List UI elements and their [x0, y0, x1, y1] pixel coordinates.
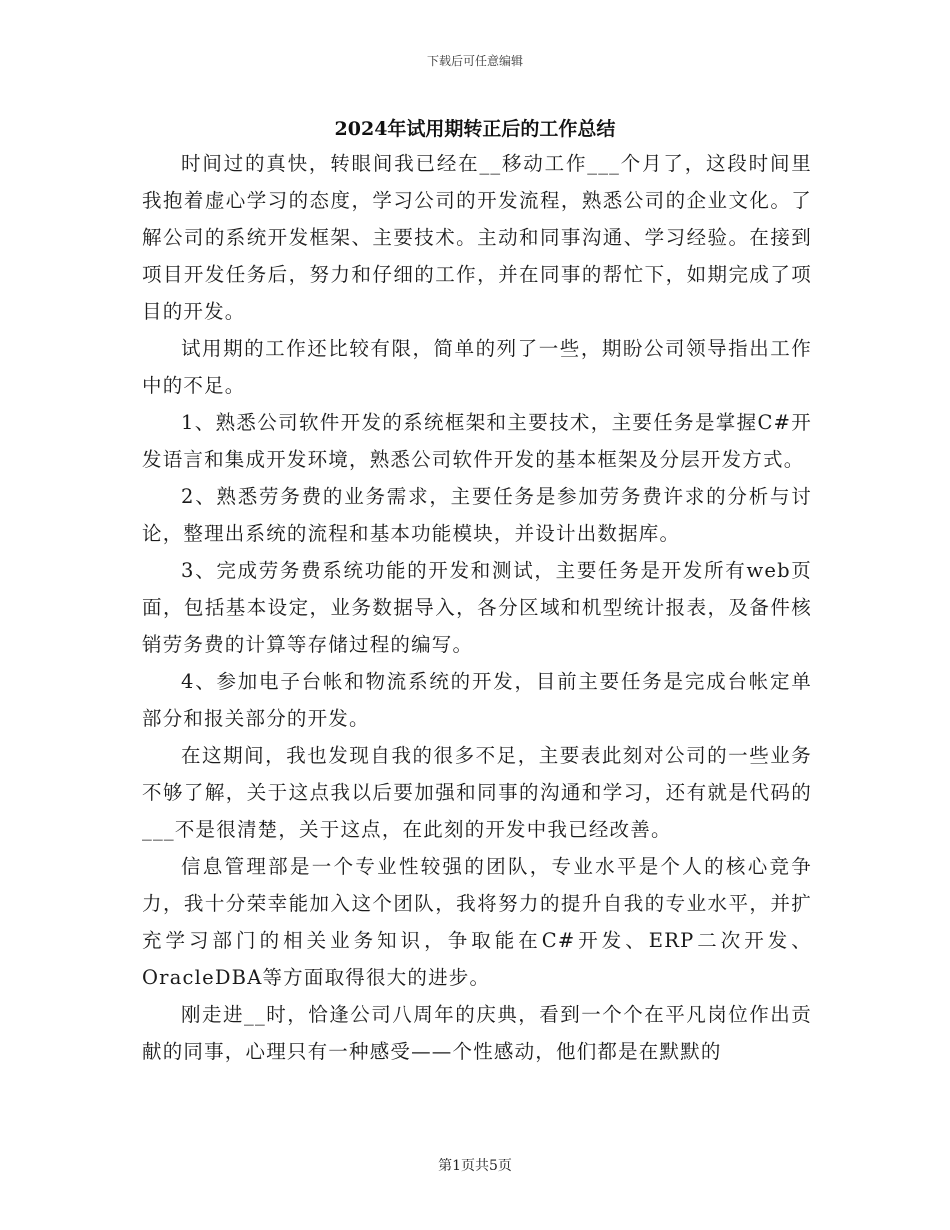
- page-header: 下载后可任意编辑: [426, 54, 523, 68]
- document-body: [142, 145, 812, 1070]
- paragraph-shortcomings: 在这期间，我也发现自我的很多不足，主要表此刻对公司的一些业务不够了解，关于这点我以后要加强和同事的沟通和学习，还有就是代码的___不是很清楚，关于这点，在此刻的开发中我已经改善。: [142, 744, 812, 841]
- paragraph-item-4: 4、参加电子台帐和物流系统的开发，目前主要任务是完成台帐定单部分和报关部分的开发。: [142, 670, 812, 730]
- paragraph-intro: 时间过的真快，转眼间我已经在__移动工作___个月了，这段时间里我抱着虚心学习的态度，学习公司的开发流程，熟悉公司的企业文化。了解公司的系统开发框架、主要技术。主动和同事沟通、学习经验。在接到项目开发任务后，努力和仔细的工作，并在同事的帮忙下，如期完成了项目的开发。: [142, 152, 812, 323]
- paragraph-item-1: 1、熟悉公司软件开发的系统框架和主要技术，主要任务是掌握C#开发语言和集成开发环境，熟悉公司软件开发的基本框架及分层开发方式。: [142, 411, 812, 471]
- paragraph-summary-intro: 试用期的工作还比较有限，简单的列了一些，期盼公司领导指出工作中的不足。: [142, 337, 812, 397]
- paragraph-item-2: 2、熟悉劳务费的业务需求，主要任务是参加劳务费许求的分析与讨论，整理出系统的流程和基本功能模块，并设计出数据库。: [142, 485, 812, 545]
- document-title: 2024年试用期转正后的工作总结: [334, 118, 616, 140]
- paragraph-anniversary: 刚走进__时，恰逢公司八周年的庆典，看到一个个在平凡岗位作出贡献的同事，心理只有一种感受——个性感动，他们都是在默默的: [142, 1003, 812, 1063]
- paragraph-item-3: 3、完成劳务费系统功能的开发和测试，主要任务是开发所有web页面，包括基本设定，业务数据导入，各分区域和机型统计报表，及备件核销劳务费的计算等存储过程的编写。: [142, 559, 812, 656]
- page-number: 第1页共5页: [438, 1158, 512, 1174]
- paragraph-team: 信息管理部是一个专业性较强的团队，专业水平是个人的核心竞争力，我十分荣幸能加入这个团队，我将努力的提升自我的专业水平，并扩充学习部门的相关业务知识，争取能在C#开发、ERP二次开发、OracleDBA等方面取得很大的进步。: [142, 855, 812, 989]
